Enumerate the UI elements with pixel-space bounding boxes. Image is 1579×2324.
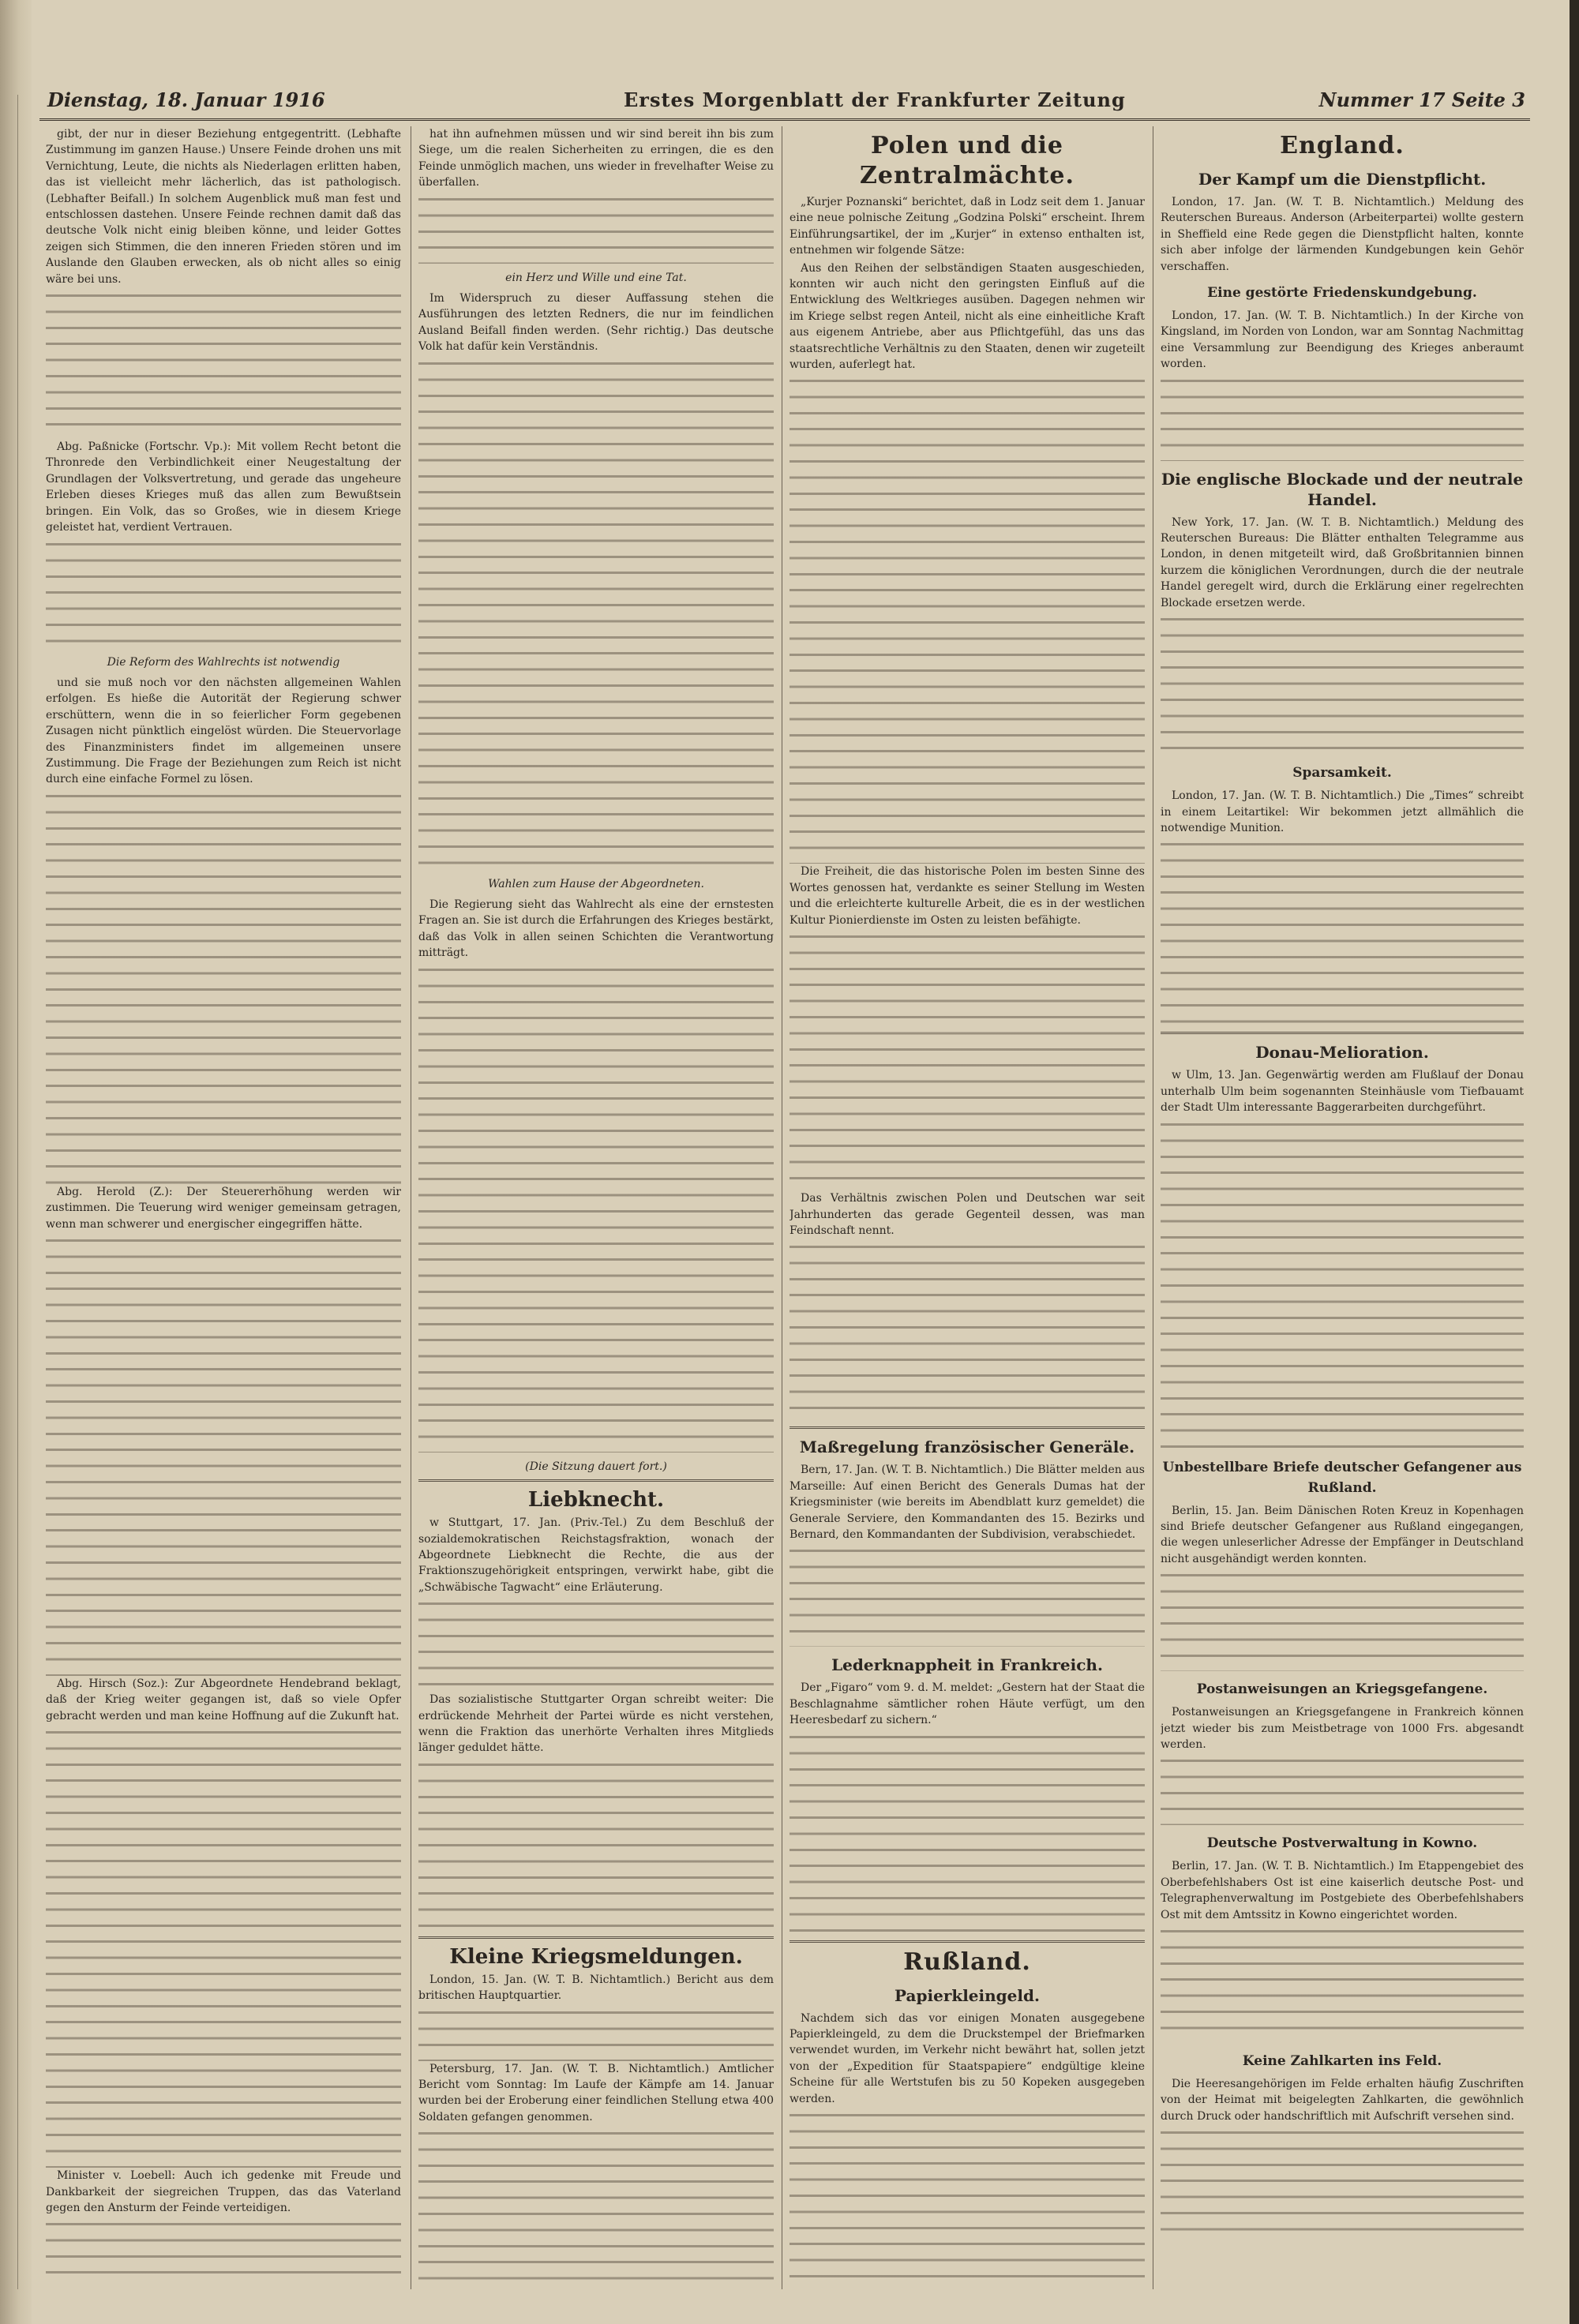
column-2 — [418, 126, 774, 2281]
article-paragraph: London, 15. Jan. (W. T. B. Nichtamtlich.) Bericht aus dem britischen Hauptquartier. — [418, 1973, 774, 2003]
article-paragraph: Nachdem sich das vor einigen Monaten ausgegebene Papierkleingeld, zu dem die Druckstempel der Briefmarken verwendet wurden, im Verkehr nicht bewährt hat, sollen jetzt von der „Expedition für Staatspapiere“ endgültige kleine Scheine für alle Wertstufen bis zu 50 Kopeken ausgegeben werden. — [790, 2011, 1145, 2105]
headline-unbestellbare-briefe: Unbestellbare Briefe deutscher Gefangener aus Rußland. — [1162, 1459, 1522, 1496]
article-paragraph: gibt, der nur in dieser Beziehung entgegentritt. (Lebhafte Zustimmung im ganzen Hause.) Unsere Feinde drohen uns mit Vernichtung, Leute, die nichts als Niederlagen erlitten haben, das ist vielleicht mehr lächerlich, das ist pathologisch. (Lebhafter Beifall.) In solchem Augenblick muß man fest und entschlossen dastehen. Unsere Feinde rechnen damit daß das deutsche Volk nicht einig bleiben könne, und leider Gottes zeigen sich Stimmen, die den inneren Frieden stören und im Auslande den Glauben erwecken, als ob nicht alles so einig wäre bei uns. — [46, 128, 401, 286]
article-paragraph: Postanweisungen an Kriegsgefangene in Frankreich können jetzt wieder bis zum Meistbetrage von 1000 Frs. abgesandt werden. — [1161, 1706, 1524, 1751]
article-paragraph: „Kurjer Poznanski“ berichtet, daß in Lodz seit dem 1. Januar eine neue polnische Zeitung „Godzina Polski“ erscheint. Ihrem Einführungsartikel, der im „Kurjer“ in extenso enthalten ist, entnehmen wir folgende Sätze: — [790, 196, 1145, 257]
headline-massregelung: Maßregelung französischer Generäle. — [799, 1438, 1135, 1457]
headline-lederknappheit: Lederknappheit in Frankreich. — [831, 1655, 1103, 1675]
column-4 — [1161, 126, 1524, 2281]
text-block — [46, 538, 401, 648]
article-paragraph: Berlin, 15. Jan. Beim Dänischen Roten Kreuz in Kopenhagen sind Briefe deutscher Gefangener aus Rußland eingegangen, die wegen unleserlicher Adresse der Empfänger in Deutschland nicht ausgehändigt werden konnten. — [1161, 1504, 1524, 1565]
article-paragraph: w Stuttgart, 17. Jan. (Priv.-Tel.) Zu dem Beschluß der sozialdemokratischen Reichstagsfraktion, wonach der Abgeordnete Liebknecht die Rechte, die aus der Fraktionszugehörigkeit entspringen, verwirkt habe, gibt die „Schwäbische Tagwacht“ eine Erläuterung. — [418, 1516, 774, 1594]
text-block — [1161, 1118, 1524, 1449]
article-paragraph: Aus den Reihen der selbständigen Staaten ausgeschieden, konnten wir auch nicht den geringsten Einfluß auf die Entwicklung des Weltkrieges ausüben. Dagegen nehmen wir im Kriege selbst regen Anteil, nicht als eine einheitliche Kraft aus eigenem Antriebe, aber aus Pflichtgefühl, das uns das staatsrechtliche Verhältnis zu den Staaten, denen wir zugeteilt wurden, auferlegt hat. — [790, 261, 1145, 372]
article-paragraph: Bern, 17. Jan. (W. T. B. Nichtamtlich.) Die Blätter melden aus Marseille: Auf einen Bericht des Generals Dumas hat der Kriegsminister (wie bereits im Abendblatt kurz gemeldet) die Generale Serviere, den Kommandanten des 15. Bezirks und Bernard, den Kommandanten der Subdivision, verabschiedet. — [790, 1464, 1145, 1541]
text-block — [1161, 374, 1524, 461]
section-subheading: Die Reform des Wahlrechts ist notwendig — [107, 655, 340, 669]
headline-liebknecht: Liebknecht. — [527, 1488, 665, 1512]
text-block — [418, 2127, 774, 2281]
text-block — [790, 1730, 1145, 1936]
sitting-continues-note: (Die Sitzung dauert fort.) — [525, 1460, 667, 1473]
article-paragraph: hat ihn aufnehmen müssen und wir sind bereit ihn bis zum Siege, um die realen Sicherheiten zu erringen, die es den Feinde unmöglich machen, uns wieder in frevelhafter Weise zu überfallen. — [418, 128, 774, 189]
article-paragraph: Das sozialistische Stuttgarter Organ schreibt weiter: Die erdrückende Mehrheit der Partei würde es nicht verstehen, wenn die Fraktion das unerhörte Verhalten ihres Mitglieds länger geduldet hätte. — [418, 1693, 774, 1755]
scanner-edge — [1570, 0, 1579, 2324]
article-paragraph: London, 17. Jan. (W. T. B. Nichtamtlich.) Meldung des Reuterschen Bureaus. Anderson (Arbeiterpartei) wollte gestern in Sheffield eine Rede gegen die Dienstpflicht halten, konnte sich aber infolge der lärmenden Kundgebungen kein Gehör verschaffen. — [1161, 196, 1524, 273]
text-block — [418, 1597, 774, 1692]
text-block — [1161, 613, 1524, 755]
text-block — [1161, 2126, 1524, 2244]
text-block — [46, 1234, 401, 1676]
article-paragraph: Abg. Hirsch (Soz.): Zur Abgeordnete Hendebrand beklagt, daß der Krieg weiter gegangen ist, daß so viele Opfer gebracht werden und man keine Hoffnung auf die Zukunft hat. — [46, 1677, 401, 1722]
article-paragraph: Der „Figaro“ vom 9. d. M. meldet: „Gestern hat der Staat die Beschlagnahme sämtlicher rohen Häute verfügt, um den Heeresbedarf zu sichern.“ — [790, 1681, 1145, 1727]
article-divider — [790, 1940, 1145, 1943]
column-3 — [790, 126, 1145, 2281]
header-page-number: Nummer 17 Seite 3 — [1318, 88, 1525, 111]
article-paragraph: Petersburg, 17. Jan. (W. T. B. Nichtamtlich.) Amtlicher Bericht vom Sonntag: Im Laufe der Kämpfe am 14. Januar wurden bei der Eroberung einer feindlichen Stellung etwa 400 Soldaten gefangen genommen. — [418, 2062, 774, 2123]
article-paragraph: und sie muß noch vor den nächsten allgemeinen Wahlen erfolgen. Es hieße die Autorität der Regierung schwer erschüttern, wenn die in so feierlicher Form gegebenen Zusagen nicht pünktlich eingelöst würden. Die Steuervorlage des Finanzministers findet im allgemeinen unsere Zustimmung. Die Frage der Beziehungen zum Reich ist nicht durch eine einfache Formel zu lösen. — [46, 676, 401, 786]
article-paragraph: London, 17. Jan. (W. T. B. Nichtamtlich.) Die „Times“ schreibt in einem Leitartikel: Wir bekommen jetzt allmählich die notwendige Munition. — [1161, 789, 1524, 834]
article-paragraph: Abg. Paßnicke (Fortschr. Vp.): Mit vollem Recht betont die Thronrede den Verbindlichkeit einer Neugestaltung der Grundlagen der Volksvertretung, und gerade das ungeheure Erleben dieses Krieges muß das allen zum Bewußtsein bringen. Ein Volk, das so Großes, wie in diesem Kriege geleistet hat, verdient Vertrauen. — [46, 440, 401, 534]
text-block — [46, 789, 401, 1184]
text-block — [790, 1240, 1145, 1422]
text-block — [418, 193, 774, 264]
column-1 — [46, 126, 401, 2281]
text-block — [46, 1726, 401, 2168]
article-paragraph: Die Freiheit, die das historische Polen im besten Sinne des Wortes genossen hat, verdankte es seiner Stellung im Westen und die erleichterte kulturelle Arbeit, die es in der westlichen Kultur Pionierdienste im Osten zu leisten befähigte. — [790, 865, 1145, 927]
text-block — [790, 2108, 1145, 2281]
headline-donau-melioration: Donau-Melioration. — [1255, 1043, 1429, 1063]
text-block — [1161, 1569, 1524, 1671]
section-subheading: Wahlen zum Hause der Abgeordneten. — [488, 877, 704, 890]
text-block — [790, 1544, 1145, 1647]
text-block — [418, 357, 774, 870]
article-divider — [418, 1479, 774, 1482]
article-paragraph: Berlin, 17. Jan. (W. T. B. Nichtamtlich.) Im Etappengebiet des Oberbefehlshabers Ost ist eine kaiserlich deutsche Post- und Telegraphenverwaltung im Postgebiete des Oberbefehlshabers Ost mit dem Amtssitz in Kowno eingerichtet worden. — [1161, 1860, 1524, 1921]
article-divider — [1161, 1032, 1524, 1034]
article-paragraph: Abg. Herold (Z.): Der Steuererhöhung werden wir zustimmen. Die Teuerung wird weniger gemeinsam getragen, wenn man schwerer und energischer eingegriffen hätte. — [46, 1185, 401, 1231]
text-block — [418, 963, 774, 1452]
text-block — [1161, 1754, 1524, 1825]
headline-england: England. — [1280, 132, 1405, 159]
text-block — [46, 289, 401, 439]
header-date: Dienstag, 18. Januar 1916 — [47, 88, 325, 111]
headline-postanweisungen: Postanweisungen an Kriegsgefangene. — [1196, 1681, 1488, 1698]
headline-russland: Rußland. — [903, 1947, 1031, 1976]
headline-papierkleingeld: Papierkleingeld. — [895, 1985, 1040, 2005]
text-block — [1161, 838, 1524, 1027]
article-paragraph: Minister v. Loebell: Auch ich gedenke mit Freude und Dankbarkeit der siegreichen Truppen, das das Vaterland gegen den Ansturm der Feinde verteidigen. — [46, 2169, 401, 2214]
headline-dienstpflicht: Der Kampf um die Dienstpflicht. — [1198, 170, 1487, 189]
article-paragraph: Die Regierung sieht das Wahlrecht als eine der ernstesten Fragen an. Sie ist durch die Erfahrungen des Krieges bestärkt, daß das Volk in allen seinen Schichten die Verantwortung mitträgt. — [418, 898, 774, 960]
page-header — [39, 85, 1530, 121]
text-block — [790, 930, 1145, 1190]
section-subheading: ein Herz und Wille und eine Tat. — [505, 271, 687, 284]
article-paragraph: New York, 17. Jan. (W. T. B. Nichtamtlich.) Meldung des Reuterschen Bureaus: Die Blätter enthalten Telegramme aus London, in denen mitgeteilt wird, daß Großbritannien binnen kurzem die königlichen Verordnungen, durch die der neutrale Handel geregelt wird, durch die Erklärung einer regelrechten Blockade ersetzen werde. — [1161, 515, 1524, 609]
text-block — [46, 2217, 401, 2281]
header-masthead: Erstes Morgenblatt der Frankfurter Zeitung — [624, 88, 1126, 111]
headline-zahlkarten: Keine Zahlkarten ins Feld. — [1242, 2053, 1442, 2069]
headline-polen: Polen und die Zentralmächte. — [860, 132, 1075, 189]
article-paragraph: w Ulm, 13. Jan. Gegenwärtig werden am Flußlauf der Donau unterhalb Ulm beim sogenannten Steinhäusle vom Tiefbauamt der Stadt Ulm interessante Baggerarbeiten durchgeführt. — [1161, 1069, 1524, 1115]
text-block — [1161, 1925, 1524, 2043]
text-block — [418, 1758, 774, 1932]
article-divider — [790, 1426, 1145, 1429]
left-page-edge — [0, 95, 18, 2289]
headline-blockade: Die englische Blockade und der neutrale Handel. — [1161, 469, 1524, 509]
text-block — [418, 2006, 774, 2061]
text-block — [790, 374, 1145, 864]
headline-friedenskundgebung: Eine gestörte Friedenskundgebung. — [1207, 285, 1477, 302]
headline-kleine-kriegsmeldungen: Kleine Kriegsmeldungen. — [449, 1944, 743, 1969]
headline-sparsamkeit: Sparsamkeit. — [1292, 765, 1392, 782]
article-paragraph: Das Verhältnis zwischen Polen und Deutschen war seit Jahrhunderten das gerade Gegenteil dessen, was man Feindschaft nennt. — [790, 1192, 1145, 1237]
article-divider — [418, 1936, 774, 1939]
article-paragraph: Im Widerspruch zu dieser Auffassung stehen die Ausführungen des letzten Redners, die nur im feindlichen Ausland Beifall finden werden. (Sehr richtig.) Das deutsche Volk hat dafür kein Verständnis. — [418, 292, 774, 354]
article-paragraph: Die Heeresangehörigen im Felde erhalten häufig Zuschriften von der Heimat mit beigelegten Zahlkarten, die gewöhnlich durch Druck oder handschriftlich mit Aufschrift versehen sind. — [1161, 2078, 1524, 2123]
headline-postverwaltung-kowno: Deutsche Postverwaltung in Kowno. — [1206, 1835, 1478, 1852]
article-paragraph: London, 17. Jan. (W. T. B. Nichtamtlich.) In der Kirche von Kingsland, im Norden von London, war am Sonntag Nachmittag eine Versammlung zur Beendigung des Krieges anberaumt worden. — [1161, 309, 1524, 371]
